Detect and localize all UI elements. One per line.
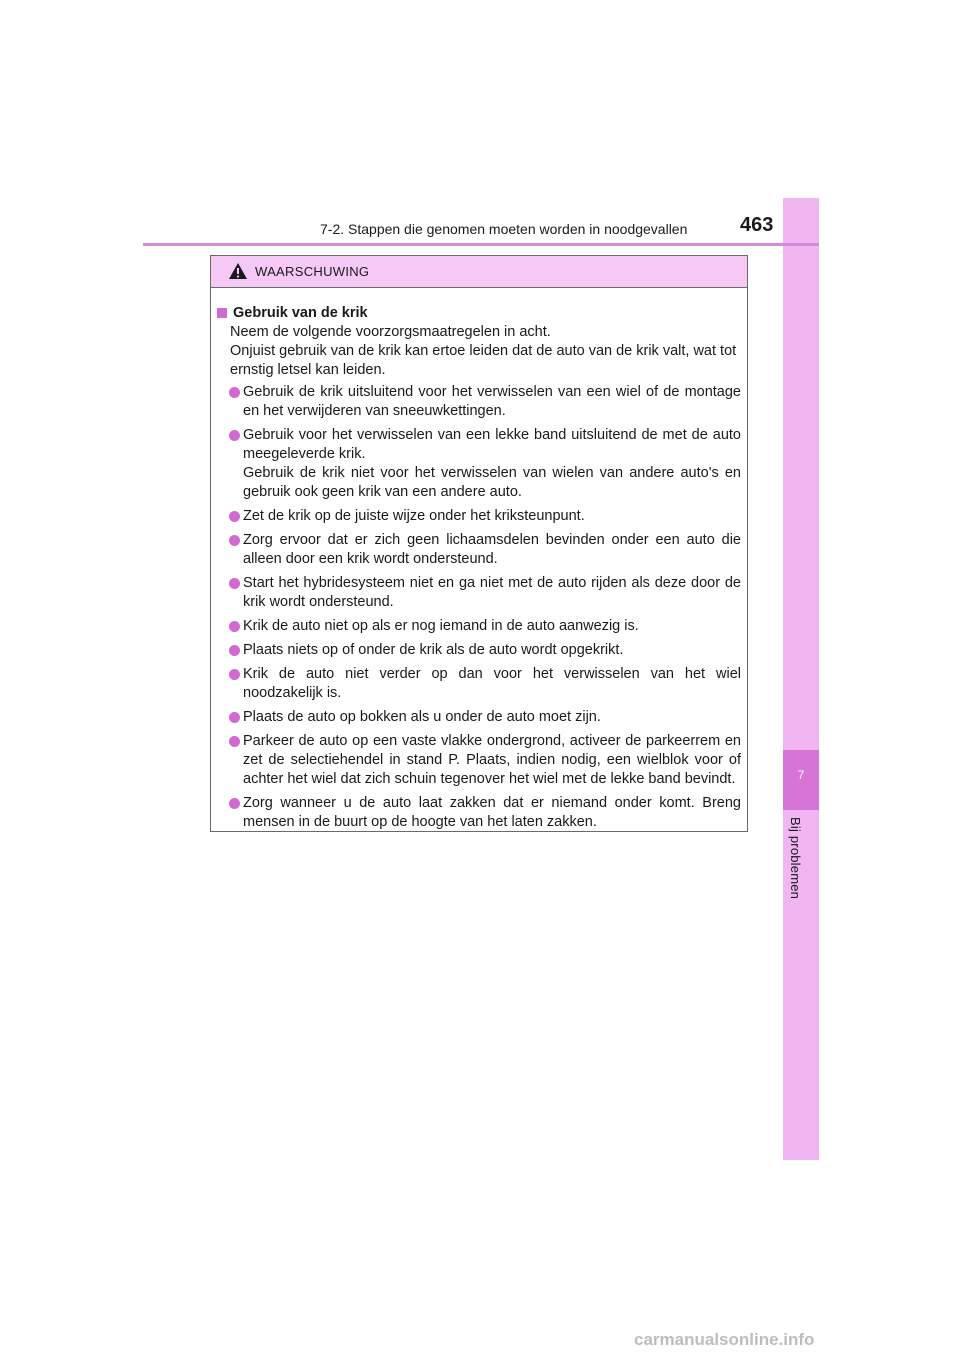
intro-line: Onjuist gebruik van de krik kan ertoe leiden dat de auto van de krik valt, wat tot ernstig letsel kan leiden. <box>230 343 737 378</box>
bullet-dot-icon <box>229 578 240 589</box>
warning-body <box>211 288 747 832</box>
list-item <box>217 617 741 636</box>
list-item <box>217 426 741 502</box>
list-item <box>217 507 741 526</box>
list-item-text: Start het hybridesysteem niet en ga niet met de auto rijden als deze door de krik wordt ondersteund. <box>243 575 741 610</box>
warning-triangle-icon <box>228 262 248 280</box>
list-item <box>217 708 741 727</box>
list-item <box>217 383 741 421</box>
list-item-text: Gebruik de krik niet voor het verwisselen van wielen van andere auto's en gebruik ook geen krik van een andere auto. <box>243 465 741 500</box>
list-item-text: Gebruik voor het verwisselen van een lekke band uitsluitend de met de auto meegeleverde krik. <box>243 427 741 462</box>
chapter-side-tab <box>783 198 819 1160</box>
bullet-dot-icon <box>229 669 240 680</box>
chapter-title: Bij problemen <box>788 817 803 900</box>
list-item-text: Krik de auto niet verder op dan voor het verwisselen van het wiel noodzakelijk is. <box>243 666 741 701</box>
bullet-dot-icon <box>229 645 240 656</box>
watermark: carmanualsonline.info <box>634 1330 815 1349</box>
bullet-dot-icon <box>229 387 240 398</box>
precaution-list <box>217 383 741 832</box>
list-item-text: Parkeer de auto op een vaste vlakke ondergrond, activeer de parkeerrem en zet de selectiehendel in stand P. Plaats, indien nodig, een wielblok voor of achter het wiel dat zich schuin tegenover het wiel met de lekke band bevindt. <box>243 733 741 787</box>
bullet-dot-icon <box>229 736 240 747</box>
bullet-dot-icon <box>229 511 240 522</box>
list-item <box>217 574 741 612</box>
list-item-text: Zorg ervoor dat er zich geen lichaamsdelen bevinden onder een auto die alleen door een krik wordt ondersteund. <box>243 532 741 567</box>
bullet-dot-icon <box>229 621 240 632</box>
section-heading <box>217 304 741 323</box>
list-item <box>217 531 741 569</box>
square-bullet-icon <box>217 308 227 318</box>
bullet-dot-icon <box>229 430 240 441</box>
header-divider <box>143 243 819 246</box>
section-header-title: 7-2. Stappen die genomen moeten worden in noodgevallen <box>320 221 688 237</box>
list-item <box>217 732 741 789</box>
intro-text <box>217 323 741 380</box>
list-item <box>217 641 741 660</box>
list-item-text: Krik de auto niet op als er nog iemand in de auto aanwezig is. <box>243 618 639 634</box>
bullet-dot-icon <box>229 798 240 809</box>
warning-box <box>210 255 748 832</box>
list-item-text: Zet de krik op de juiste wijze onder het kriksteunpunt. <box>243 508 585 524</box>
warning-title: WAARSCHUWING <box>255 264 370 279</box>
section-heading-text: Gebruik van de krik <box>233 305 368 321</box>
list-item-text: Gebruik de krik uitsluitend voor het verwisselen van een wiel of de montage en het verwijderen van sneeuwkettingen. <box>243 384 741 419</box>
warning-header <box>211 256 747 288</box>
list-item <box>217 665 741 703</box>
bullet-dot-icon <box>229 535 240 546</box>
intro-line: Neem de volgende voorzorgsmaatregelen in acht. <box>230 324 551 340</box>
list-item-text: Zorg wanneer u de auto laat zakken dat er niemand onder komt. Breng mensen in de buurt op de hoogte van het laten zakken. <box>243 795 741 830</box>
chapter-number: 7 <box>797 768 805 782</box>
list-item-text: Plaats de auto op bokken als u onder de auto moet zijn. <box>243 709 601 725</box>
list-item <box>217 794 741 832</box>
list-item-text: Plaats niets op of onder de krik als de auto wordt opgekrikt. <box>243 642 624 658</box>
bullet-dot-icon <box>229 712 240 723</box>
page-number: 463 <box>740 214 774 236</box>
